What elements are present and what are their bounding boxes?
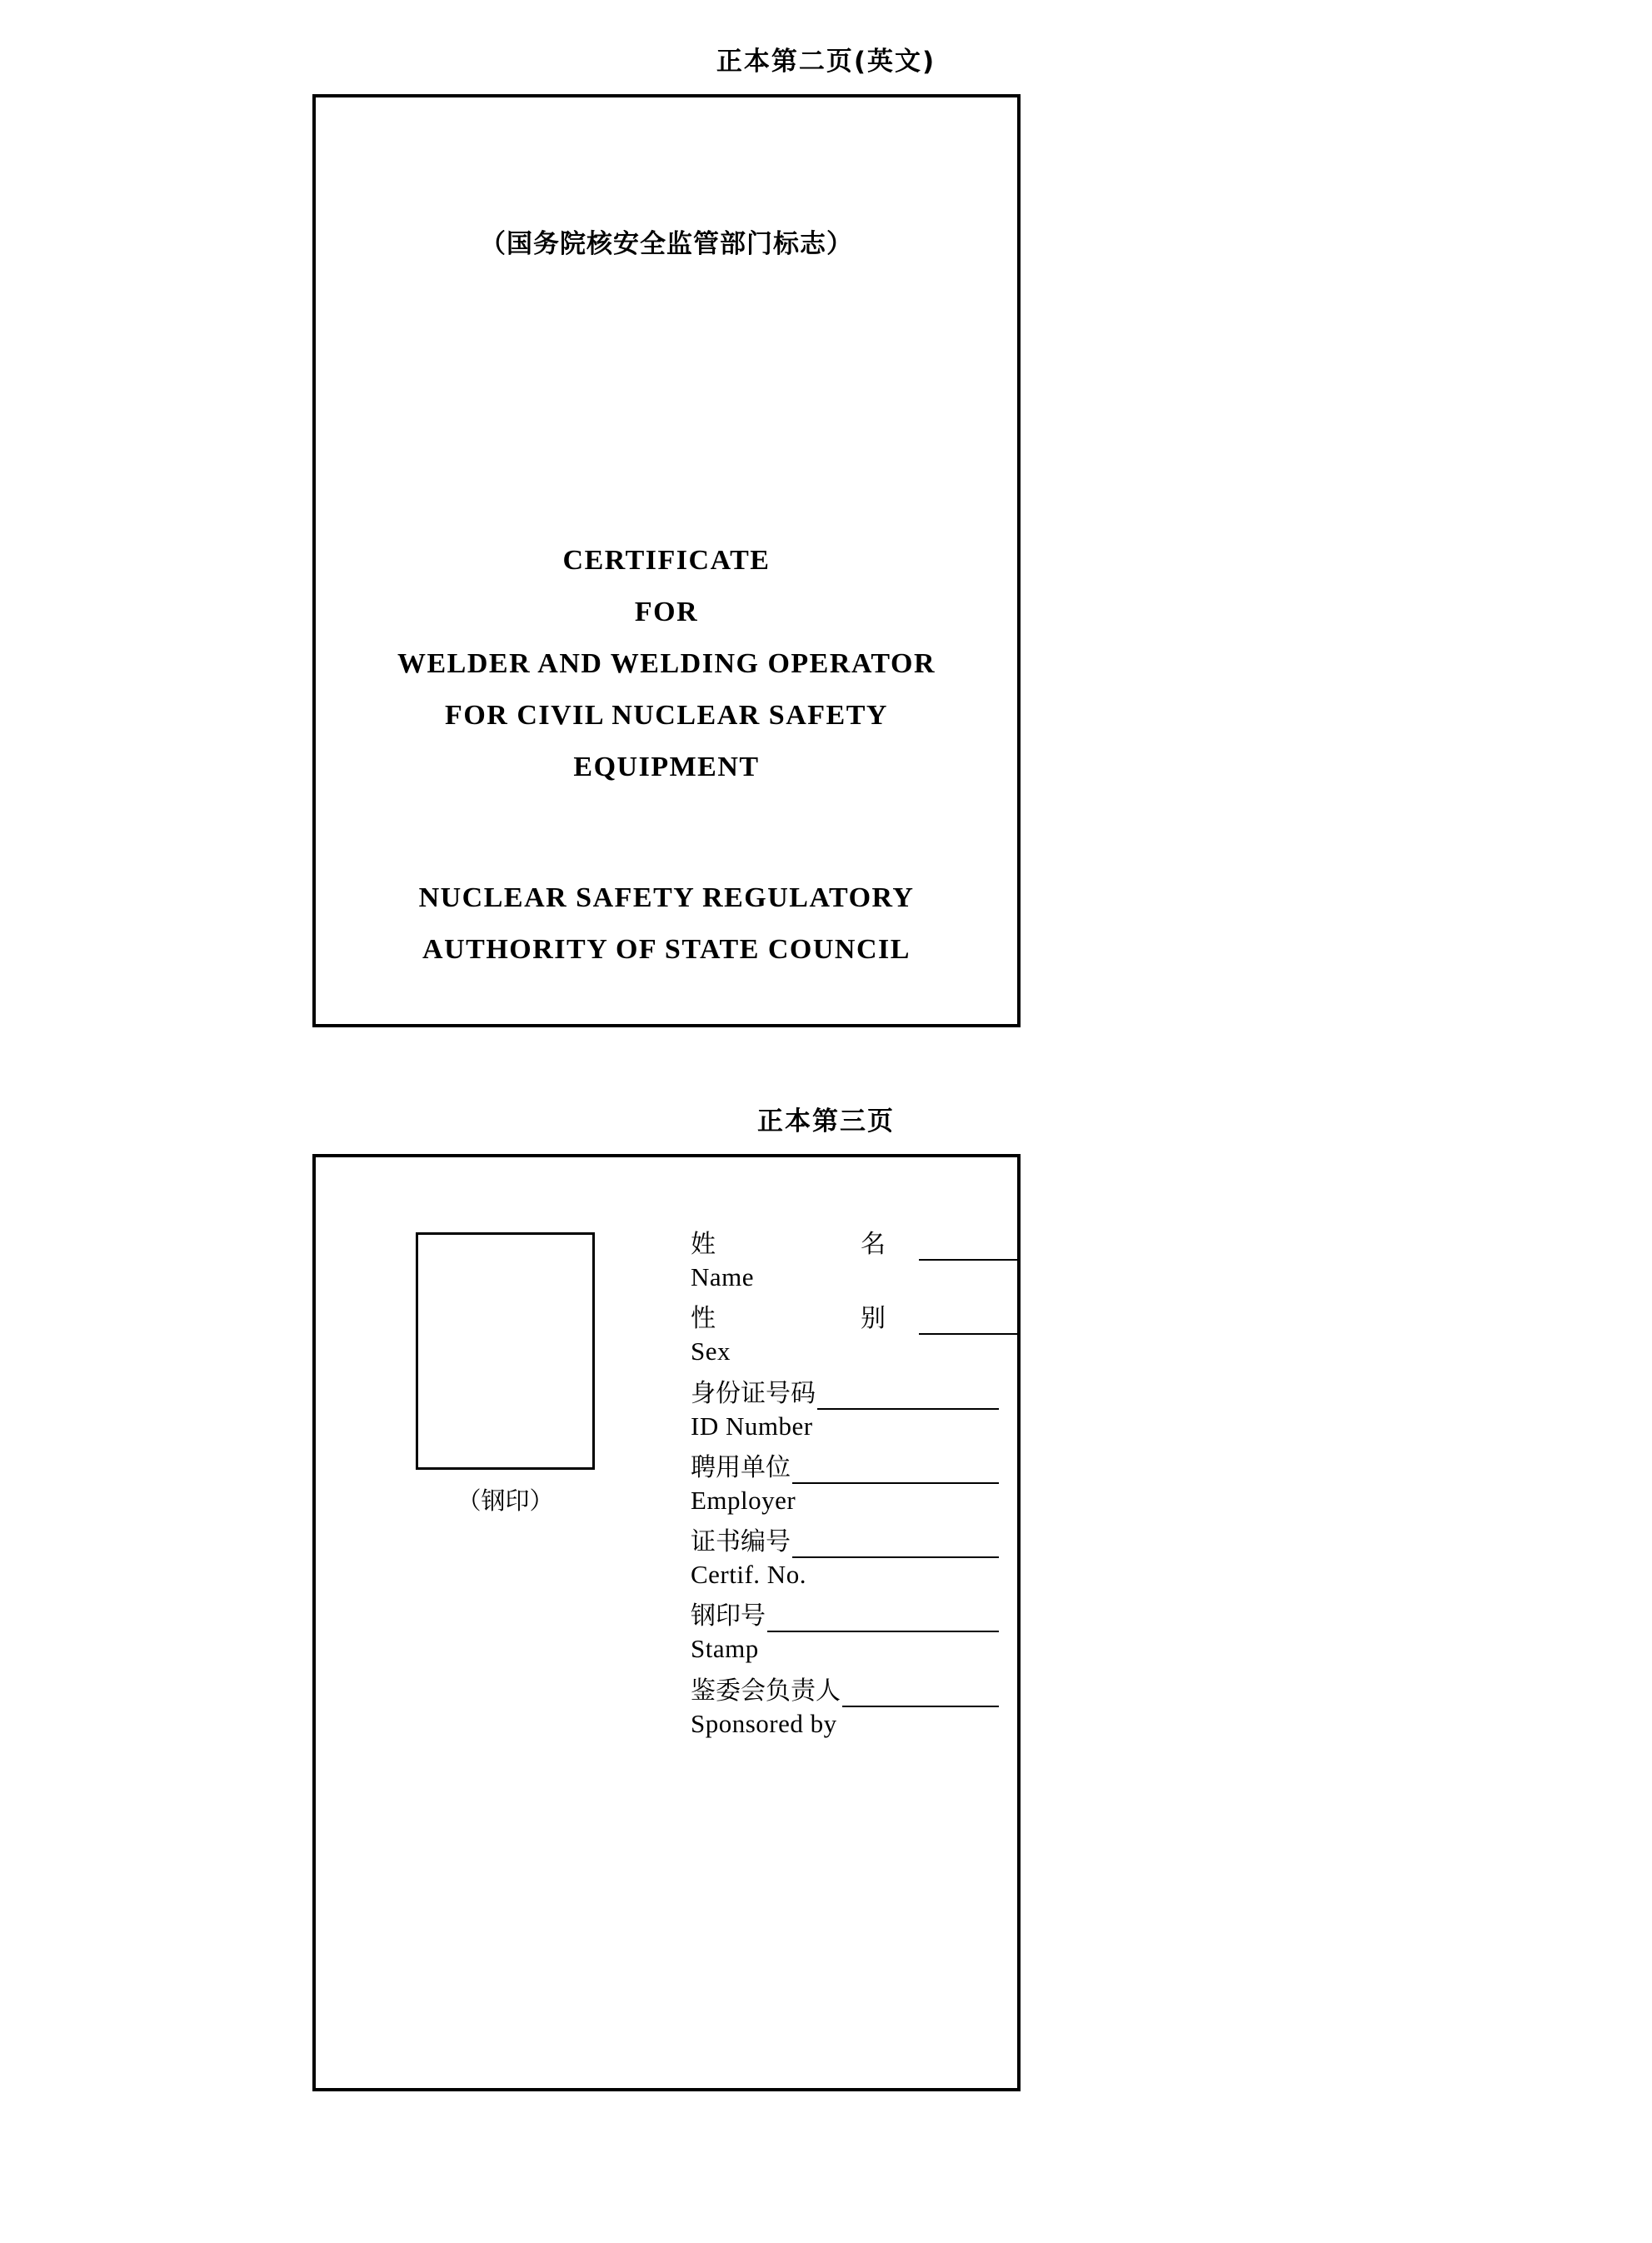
certificate-title-line-3: WELDER AND WELDING OPERATOR [397, 647, 936, 679]
field-input-id-number[interactable] [817, 1386, 999, 1410]
field-label-cn-id-number-text: 身份证号码 [691, 1378, 816, 1408]
issuing-authority-block [316, 872, 1017, 976]
field-row-name [691, 1228, 999, 1294]
holder-information-box [312, 1154, 1021, 2091]
field-label-cn-employer [691, 1451, 999, 1484]
authority-line-1: NUCLEAR SAFETY REGULATORY [418, 882, 915, 913]
field-label-cn-stamp-number-text: 钢印号 [691, 1601, 766, 1631]
field-input-name[interactable] [919, 1237, 1019, 1261]
field-input-sex[interactable] [919, 1311, 1019, 1335]
field-row-id-number [691, 1377, 999, 1443]
photo-stamp-caption: （钢印） [457, 1486, 554, 1515]
field-input-employer[interactable] [792, 1461, 999, 1484]
field-row-sex [691, 1302, 999, 1368]
certificate-title-line-2: FOR [634, 596, 699, 627]
field-label-en-name: Name [691, 1262, 755, 1291]
field-list [691, 1228, 999, 1749]
field-input-certificate-number[interactable] [792, 1535, 999, 1558]
field-label-cn-stamp-number [691, 1600, 999, 1632]
field-row-sponsored-by [691, 1675, 999, 1741]
field-label-cn-sex [691, 1302, 999, 1335]
field-label-cn-certificate-number [691, 1526, 999, 1558]
field-label-cn-id-number [691, 1377, 999, 1410]
field-label-cn-sex-text: 性 别 [691, 1304, 917, 1334]
field-row-certificate-number [691, 1526, 999, 1591]
certificate-title-line-4: FOR CIVIL NUCLEAR SAFETY [445, 699, 888, 731]
field-label-cn-name [691, 1228, 999, 1261]
field-label-cn-name-text: 姓 名 [691, 1230, 917, 1259]
field-row-employer [691, 1451, 999, 1517]
emblem-placeholder-note: （国务院核安全监管部门标志） [480, 229, 853, 259]
field-label-cn-sponsored-by [691, 1675, 999, 1707]
field-label-cn-employer-text: 聘用单位 [691, 1452, 791, 1482]
section-two-heading: 正本第三页 [757, 1107, 895, 1136]
field-label-en-certificate-number: Certif. No. [691, 1560, 806, 1590]
field-input-sponsored-by[interactable] [842, 1684, 999, 1707]
authority-line-2: AUTHORITY OF STATE COUNCIL [422, 933, 911, 965]
field-label-en-id-number: ID Number [691, 1411, 813, 1441]
field-row-stamp-number [691, 1600, 999, 1666]
field-label-cn-certificate-number-text: 证书编号 [691, 1527, 791, 1557]
field-label-cn-sponsored-by-text: 鉴委会负责人 [691, 1676, 841, 1706]
certificate-title-block [316, 535, 1017, 792]
certificate-title-line-1: CERTIFICATE [562, 545, 771, 576]
section-one-heading: 正本第二页(英文) [716, 47, 936, 77]
field-label-en-stamp-number: Stamp [691, 1634, 759, 1664]
certificate-title-line-5: EQUIPMENT [573, 751, 760, 782]
field-label-en-employer: Employer [691, 1485, 796, 1515]
field-label-en-sponsored-by: Sponsored by [691, 1708, 837, 1738]
field-label-en-sex: Sex [691, 1336, 731, 1366]
field-input-stamp-number[interactable] [767, 1609, 999, 1632]
photo-placeholder [416, 1232, 595, 1470]
certificate-cover-box [312, 94, 1021, 1027]
